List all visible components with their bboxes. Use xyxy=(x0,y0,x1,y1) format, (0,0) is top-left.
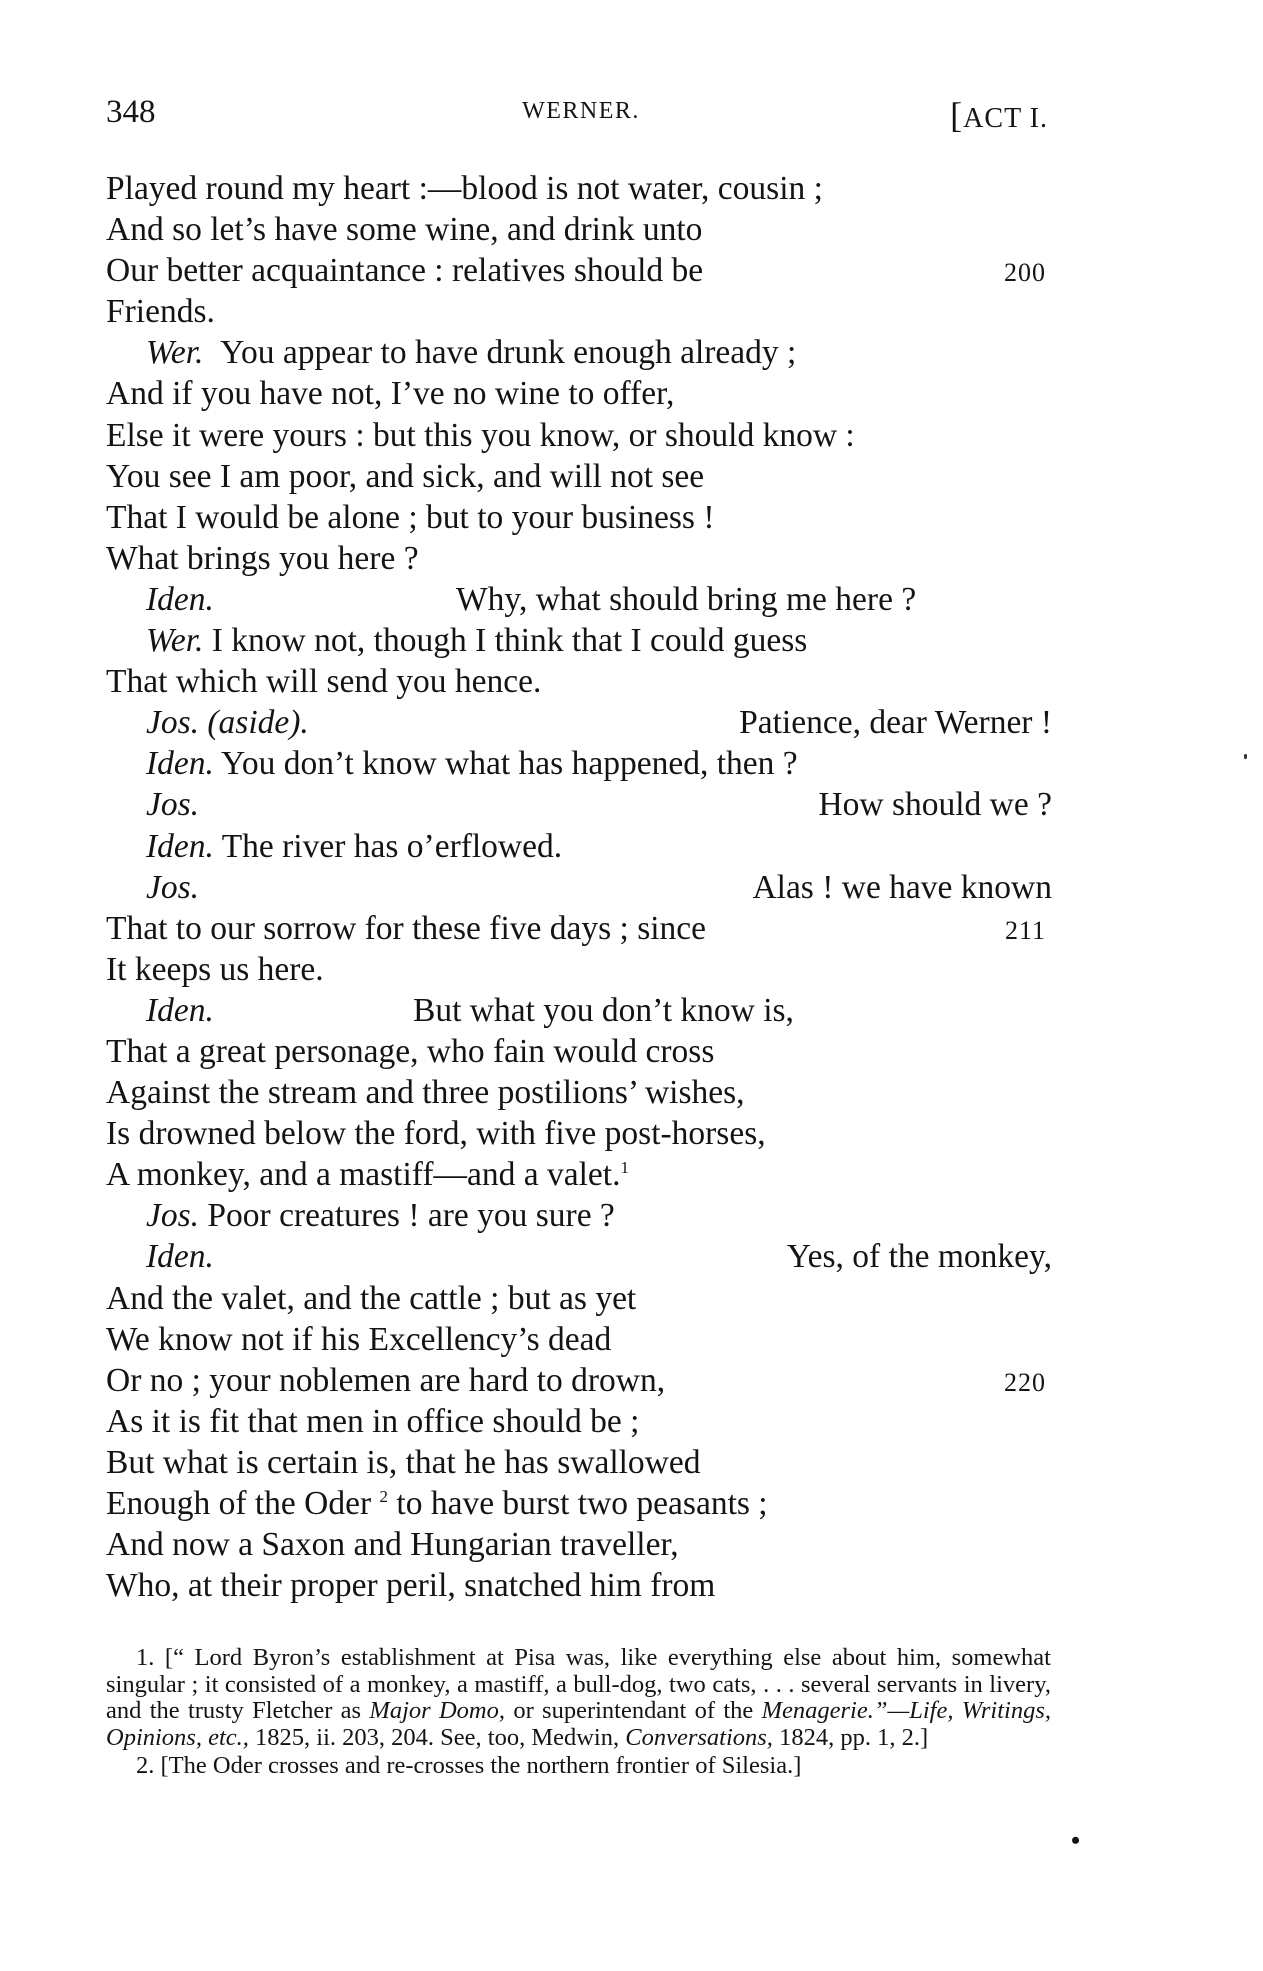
verse-line: A monkey, and a mastiff—and a valet.$^1$ xyxy=(106,1156,629,1194)
act-bracket: [ xyxy=(950,95,964,135)
verse-line: And so let’s have some wine, and drink unto xyxy=(106,211,703,249)
speech-line: Iden. You don’t know what has happened, then ? xyxy=(146,745,798,783)
verse-line: As it is fit that men in office should be ; xyxy=(106,1402,640,1440)
verse-line: And the valet, and the cattle ; but as yet xyxy=(106,1279,637,1317)
act-label xyxy=(950,94,1048,136)
speaker-name: Wer. xyxy=(146,622,204,660)
verse-line: Enough of the Oder $^2$ to have burst two peasants ; xyxy=(106,1485,768,1522)
speech-line: Iden. The river has o’erflowed. xyxy=(146,827,563,865)
speech-line: Jos. (aside). Patience, dear Werner ! xyxy=(146,704,1052,742)
footnote-2: 2. [The Oder crosses and re-crosses the northern frontier of Silesia.] xyxy=(136,1752,802,1780)
speech-line: Jos. Alas ! we have known xyxy=(146,868,1052,906)
verse-line: That I would be alone ; but to your business ! xyxy=(106,498,715,536)
verse-line: You see I am poor, and sick, and will not see xyxy=(106,457,705,495)
verse-line: And now a Saxon and Hungarian traveller, xyxy=(106,1526,679,1564)
speech-line: Jos. Poor creatures ! are you sure ? xyxy=(146,1197,615,1235)
verse-line: That a great personage, who fain would cross xyxy=(106,1032,715,1070)
speech-line: Iden. Yes, of the monkey, xyxy=(146,1238,1052,1276)
verse-line: Or no ; your noblemen are hard to drown, 220 xyxy=(106,1360,1056,1401)
footnote-1: 1. [“ Lord Byron’s establishment at Pisa was, like everything else about him, somewhat singular ; it consisted of a monkey, a mastiff, a bull-dog, two cats, . . . several servants in livery, and the trusty Fletcher as Major Domo, or superintendant of the Menagerie.”—Life, Writings, Opinions, etc., 1825, ii. 203, 204. See, too, Medwin, Conversations, 1824, pp. 1, 2.] xyxy=(106,1644,1051,1751)
verse-line: That to our sorrow for these five days ; since 211 xyxy=(106,908,1056,949)
verse-line: Played round my heart :—blood is not water, cousin ; xyxy=(106,170,823,207)
verse-line: Friends. xyxy=(106,293,215,331)
verse-line: And if you have not, I’ve no wine to offer, xyxy=(106,375,675,413)
speech-line: Iden. Why, what should bring me here ? xyxy=(146,580,917,618)
speaker-name: Jos. xyxy=(146,1197,200,1235)
stage-direction: (aside). xyxy=(207,704,309,742)
speaker-name: Iden. xyxy=(146,580,214,618)
speech-line: Wer. I know not, though I think that I could guess xyxy=(146,622,808,660)
speaker-name: Jos. xyxy=(146,786,200,824)
running-header xyxy=(106,94,1056,138)
margin-speck xyxy=(1244,754,1247,759)
ink-dot-mark: • xyxy=(1071,1826,1081,1855)
running-title: WERNER. xyxy=(522,98,640,124)
verse-line: It keeps us here. xyxy=(106,950,324,988)
speaker-name: Iden. xyxy=(146,991,214,1029)
speaker-name: Jos. xyxy=(146,868,200,906)
speech-line: Jos. How should we ? xyxy=(146,786,1052,824)
line-number: 211 xyxy=(1004,915,1046,945)
act-text: ACT I. xyxy=(963,103,1048,134)
speaker-name: Iden. xyxy=(146,1238,214,1276)
verse-line: But what is certain is, that he has swallowed xyxy=(106,1443,701,1481)
verse-line: Who, at their proper peril, snatched him from xyxy=(106,1567,716,1605)
verse-line: What brings you here ? xyxy=(106,539,419,577)
speech-line: Wer. You appear to have drunk enough already ; xyxy=(146,334,797,372)
speech-line: Iden. But what you don’t know is, xyxy=(146,991,794,1029)
speaker-name: Wer. xyxy=(146,334,204,372)
verse-text xyxy=(106,168,1056,1606)
footnote-ref: 1 xyxy=(620,1158,629,1178)
verse-line: We know not if his Excellency’s dead xyxy=(106,1320,612,1358)
speaker-name: Iden. xyxy=(146,827,214,865)
line-number: 220 xyxy=(1004,1367,1046,1397)
line-number: 200 xyxy=(1004,258,1046,288)
verse-line: Our better acquaintance : relatives should be 200 xyxy=(106,250,1056,291)
page-number: 348 xyxy=(106,94,156,130)
verse-line: That which will send you hence. xyxy=(106,663,542,701)
verse-line: Else it were yours : but this you know, or should know : xyxy=(106,416,855,454)
verse-line: Is drowned below the ford, with five post-horses, xyxy=(106,1115,766,1153)
verse-line: Against the stream and three postilions’ wishes, xyxy=(106,1074,745,1112)
speaker-name: Jos. xyxy=(146,704,200,742)
footnote-ref: 2 xyxy=(379,1486,389,1506)
speaker-name: Iden. xyxy=(146,745,214,783)
footnotes xyxy=(106,1645,1051,1780)
